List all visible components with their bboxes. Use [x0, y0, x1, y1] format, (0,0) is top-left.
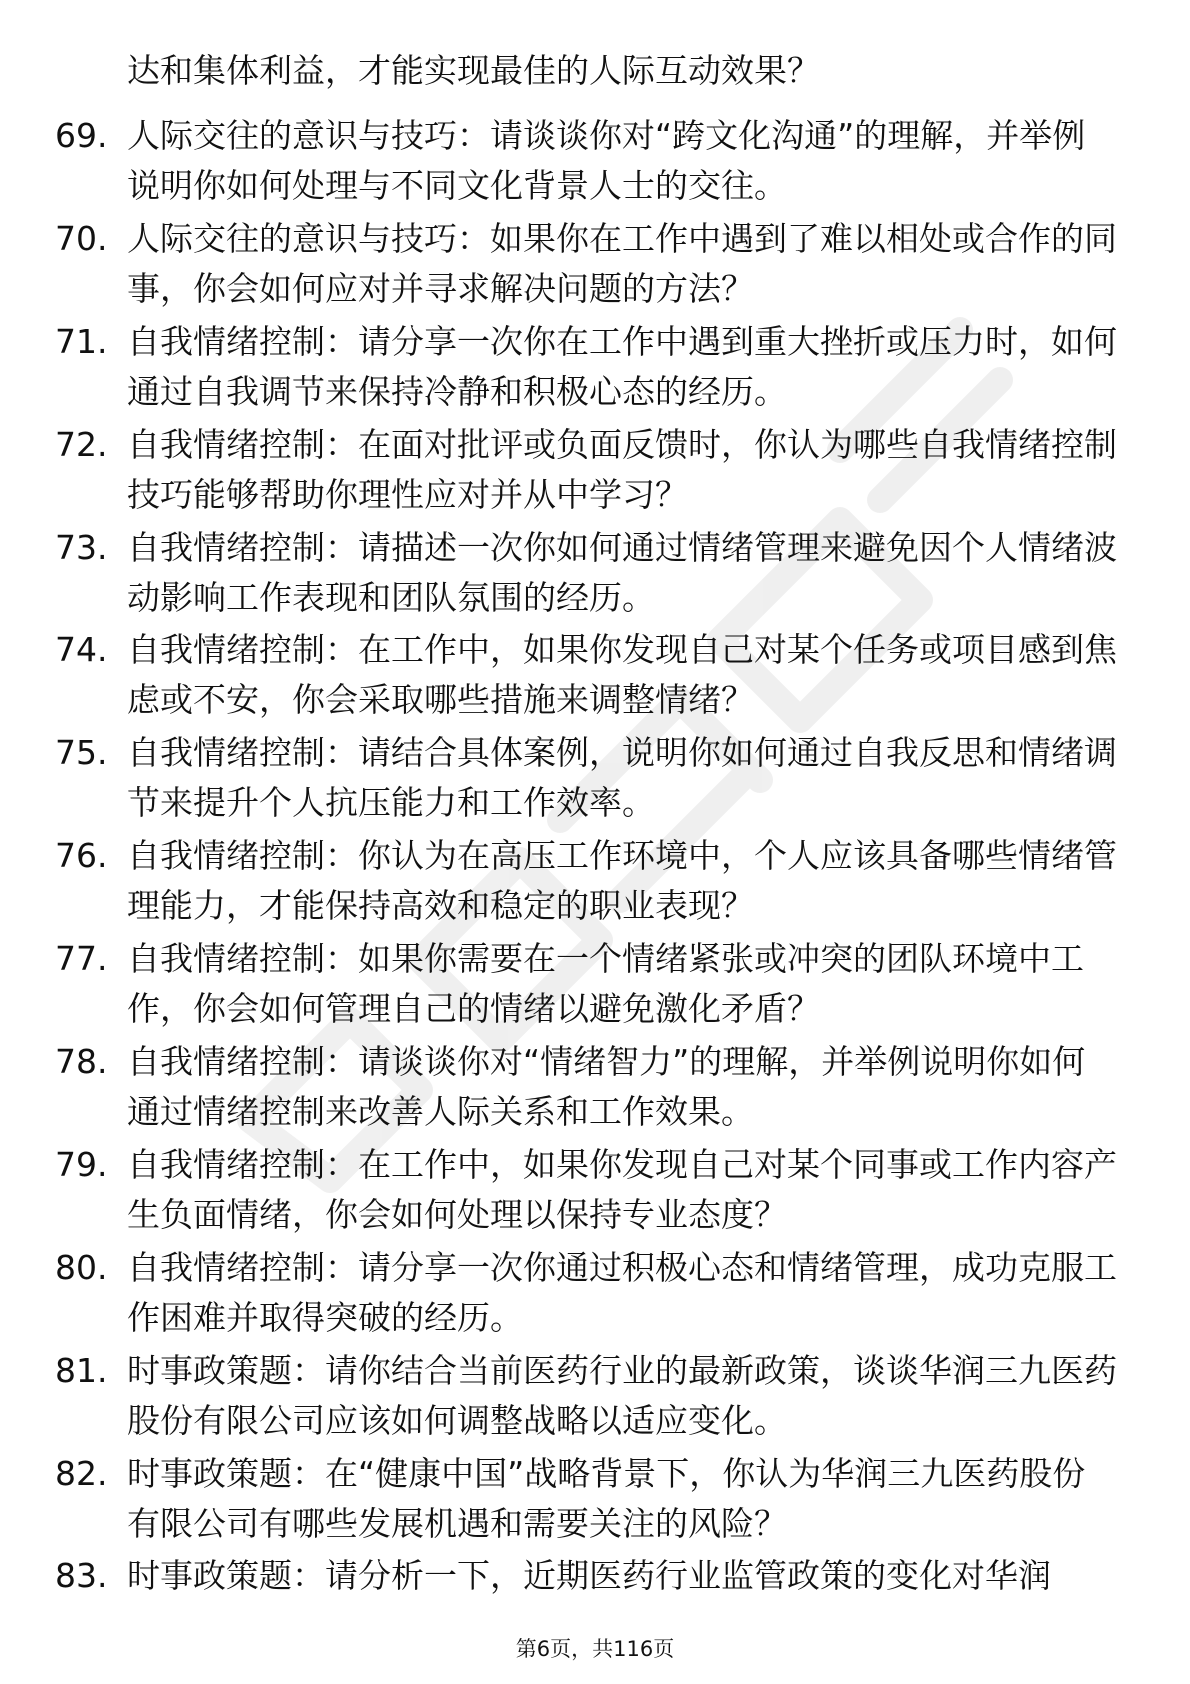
question-text: 自我情绪控制：请分享一次你通过积极心态和情绪管理，成功克服工作困难并取得突破的经历。	[127, 1247, 1117, 1337]
question-item	[0, 317, 1190, 420]
question-item	[0, 934, 1190, 1037]
question-item	[0, 728, 1190, 831]
question-number: 75.	[55, 733, 108, 773]
question-number: 70.	[55, 218, 108, 258]
question-text: 自我情绪控制：请结合具体案例，说明你如何通过自我反思和情绪调节来提升个人抗压能力和工作效率。	[127, 733, 1117, 823]
previous-question-continuation: 达和集体利益，才能实现最佳的人际互动效果？	[127, 51, 820, 90]
question-item	[0, 214, 1190, 317]
page-footer: 第6页，共116页	[515, 1637, 675, 1661]
question-number: 76.	[55, 836, 108, 876]
question-text: 自我情绪控制：在工作中，如果你发现自己对某个任务或项目感到焦虑或不安，你会采取哪些措施来调整情绪？	[127, 630, 1117, 720]
question-item	[0, 1140, 1190, 1243]
question-text: 自我情绪控制：请分享一次你在工作中遇到重大挫折或压力时，如何通过自我调节来保持冷静和积极心态的经历。	[127, 321, 1117, 411]
question-item	[0, 1449, 1190, 1552]
question-number: 79.	[55, 1144, 108, 1184]
question-item	[0, 625, 1190, 728]
question-number: 69.	[55, 116, 108, 155]
question-item	[0, 1346, 1190, 1449]
question-number: 82.	[55, 1453, 108, 1493]
question-item	[0, 1243, 1190, 1346]
question-number: 71.	[55, 321, 108, 361]
question-number: 74.	[55, 630, 108, 670]
question-text: 自我情绪控制：请描述一次你如何通过情绪管理来避免因个人情绪波动影响工作表现和团队氛围的经历。	[127, 527, 1117, 617]
question-text: 自我情绪控制：请谈谈你对“情绪智力”的理解，并举例说明你如何通过情绪控制来改善人际关系和工作效果。	[127, 1042, 1086, 1132]
question-number: 72.	[55, 424, 108, 464]
question-item	[0, 420, 1190, 523]
question-number: 73.	[55, 527, 108, 567]
question-number: 81.	[55, 1350, 108, 1390]
question-list	[0, 111, 1190, 1654]
question-item	[0, 523, 1190, 626]
question-item	[0, 111, 1190, 214]
question-number: 80.	[55, 1247, 108, 1287]
question-number: 77.	[55, 939, 108, 979]
question-text: 时事政策题：请你结合当前医药行业的最新政策，谈谈华润三九医药股份有限公司应该如何调整战略以适应变化。	[127, 1350, 1117, 1440]
question-number: 83.	[55, 1556, 108, 1596]
question-text: 自我情绪控制：在工作中，如果你发现自己对某个同事或工作内容产生负面情绪，你会如何处理以保持专业态度？	[127, 1144, 1117, 1234]
question-number: 78.	[55, 1042, 108, 1082]
question-text: 自我情绪控制：在面对批评或负面反馈时，你认为哪些自我情绪控制技巧能够帮助你理性应对并从中学习？	[127, 424, 1117, 514]
question-item	[0, 1037, 1190, 1140]
question-text: 人际交往的意识与技巧：请谈谈你对“跨文化沟通”的理解，并举例说明你如何处理与不同文化背景人士的交往。	[127, 116, 1086, 205]
question-text: 人际交往的意识与技巧：如果你在工作中遇到了难以相处或合作的同事，你会如何应对并寻求解决问题的方法？	[127, 218, 1117, 308]
question-item	[0, 831, 1190, 934]
question-text: 自我情绪控制：你认为在高压工作环境中，个人应该具备哪些情绪管理能力，才能保持高效和稳定的职业表现？	[127, 836, 1117, 926]
question-text: 时事政策题：在“健康中国”战略背景下，你认为华润三九医药股份有限公司有哪些发展机遇和需要关注的风险？	[127, 1453, 1086, 1543]
question-text: 时事政策题：请分析一下，近期医药行业监管政策的变化对华润	[127, 1556, 1051, 1596]
question-text: 自我情绪控制：如果你需要在一个情绪紧张或冲突的团队环境中工作，你会如何管理自己的情绪以避免激化矛盾？	[127, 939, 1084, 1029]
